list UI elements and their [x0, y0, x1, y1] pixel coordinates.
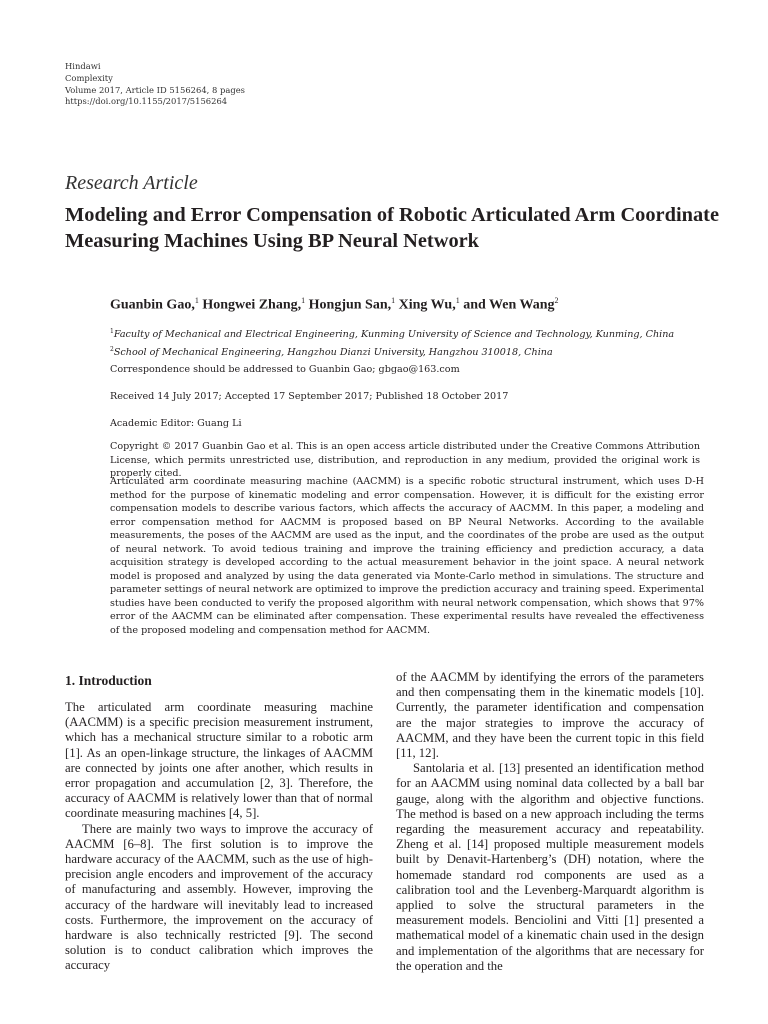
section-heading: 1. Introduction [65, 673, 152, 688]
body-column-left [65, 700, 373, 974]
paragraph: There are mainly two ways to improve the accuracy of AACMM [6–8]. The first solution is to improve the hardware accuracy of the AACMM, such as the use of high-precision angle encoders and improvement of the accuracy of manufacturing and assembly. However, improving the accuracy of the hardware will inevitably lead to increased costs. Furthermore, the improvement on the accuracy of hardware is also technically restricted [9]. The second solution is to conduct calibration which improves the accuracy [65, 821, 373, 973]
paragraph: Santolaria et al. [13] presented an identification method for an AACMM using nominal data collected by a ball bar gauge, along with the algorithm and objective functions. The method is based on a new approach including the terms regarding the measurement accuracy and repeatability. Zheng et al. [14] proposed multiple measurement models built by Denavit-Hartenberg’s (DH) notation, where the homemade standard rod components are used as a calibration tool and the Levenberg-Marquardt algorithm is applied to solve the structural parameters in the measurement models. Benciolini and Vitti [1] presented a mathematical model of a kinematic chain used in the design and implementation of the algorithms that are necessary for the operation and the [396, 761, 704, 973]
affil-mark: 1 [110, 328, 114, 335]
abstract [110, 475, 704, 638]
author-affil-mark: 1 [301, 296, 306, 305]
author-affil-mark: 2 [554, 296, 559, 305]
author-name: and Wen Wang [463, 297, 555, 313]
paragraph: of the AACMM by identifying the errors of the parameters and then compensating them in the kinematic models [10]. Currently, the parameter identification and compensation are the major strategies to improve the accuracy of AACMM, and they have been the current topic in this field [11, 12]. [396, 670, 704, 761]
author-affil-mark: 1 [391, 296, 396, 305]
author-affil-mark: 1 [455, 296, 460, 305]
publication-dates: Received 14 July 2017; Accepted 17 September 2017; Published 18 October 2017 [110, 391, 509, 402]
affil-mark: 2 [110, 345, 114, 353]
affiliations [110, 325, 674, 360]
doi-link[interactable]: https://doi.org/10.1155/2017/5156264 [65, 96, 228, 107]
author-list [110, 296, 559, 314]
affil-text: Faculty of Mechanical and Electrical Engineering, Kunming University of Science and Technology, Kunming, China [113, 329, 675, 341]
affil-text: School of Mechanical Engineering, Hangzhou Dianzi University, Hangzhou 310018, China [113, 346, 553, 358]
author-name: Hongjun San, [308, 297, 392, 313]
author-affil-mark: 1 [194, 296, 199, 305]
academic-editor: Academic Editor: Guang Li [110, 418, 242, 429]
correspondence: Correspondence should be addressed to Guanbin Gao; gbgao@163.com [110, 364, 460, 375]
author-name: Hongwei Zhang, [202, 297, 302, 313]
publisher-name: Hindawi [65, 61, 101, 71]
article-type: Research Article [65, 172, 198, 194]
copyright-notice: Copyright © 2017 Guanbin Gao et al. This is an open access article distributed under the Creative Commons Attribution License, which permits unrestricted use, distribution, and reproduction in any medium, provided the original work is properly cited. [110, 441, 700, 480]
author-name: Xing Wu, [398, 297, 456, 313]
abstract-text: Articulated arm coordinate measuring machine (AACMM) is a specific robotic structural instrument, which uses D-H method for the purpose of kinematic modeling and error compensation. However, it is difficult for the existing error compensation models to describe various factors, which affects the accuracy of AACMM. In this paper, a modeling and error compensation method for AACMM is proposed based on BP Neural Networks. According to the available measurements, the poses of the AACMM are used as the input, and the coordinates of the probe are used as the output of neural network. To avoid tedious training and improve the training efficiency and prediction accuracy, a data acquisition strategy is developed according to the actual measurement behavior in the joint space. A neural network model is proposed and analyzed by using the data generated via Monte-Carlo method in simulations. The structure and parameter settings of neural network are optimized to improve the prediction accuracy and training speed. Experimental studies have been conducted to verify the proposed algorithm with neural network compensation, which shows that 97% error of the AACMM can be eliminated after compensation. These experimental results have revealed the effectiveness of the proposed modeling and compensation method for AACMM. [110, 476, 704, 637]
journal-header [65, 61, 245, 108]
paragraph: The articulated arm coordinate measuring machine (AACMM) is a specific precision measurement instrument, which has a mechanical structure similar to a robotic arm [1]. As an open-linkage structure, the linkages of AACMM are connected by joints one after another, which results in error propagation and accumulation [2, 3]. Therefore, the accuracy of AACMM is relatively lower than that of normal coordinate measuring machines [4, 5]. [65, 700, 373, 821]
affiliation [110, 343, 674, 361]
author-name: Guanbin Gao, [110, 297, 195, 313]
body-column-right [396, 670, 704, 974]
article-title: Modeling and Error Compensation of Robotic Articulated Arm Coordinate Measuring Machines Using BP Neural Network [65, 204, 719, 252]
journal-name: Complexity [65, 72, 113, 83]
affiliation [110, 325, 674, 343]
volume-info: Volume 2017, Article ID 5156264, 8 pages [65, 84, 245, 95]
